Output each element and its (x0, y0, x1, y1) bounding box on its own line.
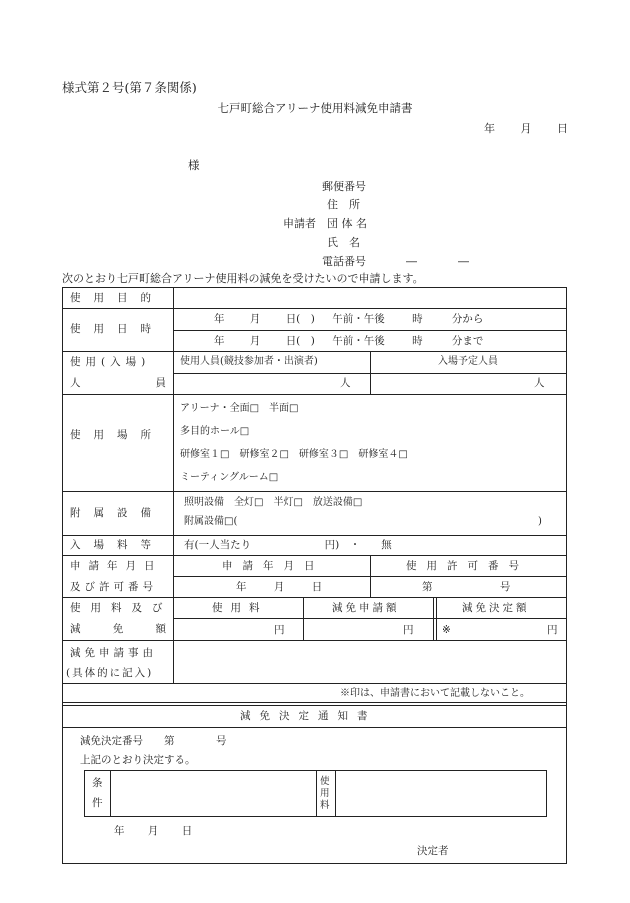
datetime-row-2 (214, 336, 483, 347)
decision-number-dai: 第 (164, 735, 175, 747)
dt1-min: 分から (451, 313, 484, 325)
name-label: 氏 名 (327, 236, 360, 249)
dt1-ampm: 午前・午後 (332, 313, 385, 325)
condition-label-1: 条 (92, 777, 103, 789)
attendance-label-2-b: 員 (155, 377, 166, 389)
place-arena: アリーナ・全面□ 半面□ (180, 403, 299, 414)
table-border-right (566, 287, 567, 705)
row-line-double-2 (62, 705, 567, 706)
appdate-label-2: 及び許可番号 (70, 581, 157, 593)
decision-number-go: 号 (216, 735, 227, 747)
addressee-suffix: 様 (188, 158, 200, 172)
table-border-left (62, 287, 63, 705)
document-title: 七戸町総合アリーナ使用料減免申請書 (217, 101, 413, 115)
row-line (62, 394, 567, 395)
date-day: 日 (557, 122, 568, 135)
row-line (62, 351, 567, 352)
row-line (62, 491, 567, 492)
col-line-fee-2b (436, 597, 437, 640)
condition-label-2: 件 (92, 797, 103, 809)
reduction-decision-mark: ※ (442, 624, 451, 636)
row-line (62, 597, 567, 598)
row-line (62, 683, 567, 684)
decision-date-month: 月 (147, 825, 159, 837)
dt1-hour: 時 (412, 313, 423, 325)
postal-code-label: 郵便番号 (322, 180, 366, 193)
col-line-fee-1 (303, 597, 304, 640)
usage-fee-v-1: 使 (320, 776, 330, 787)
address-label: 住 所 (327, 198, 360, 211)
intro-text: 次のとおり七戸町総合アリーナ使用料の減免を受けたいので申請します。 (62, 272, 424, 285)
reduction-decision-yen: 円 (547, 624, 558, 636)
equipment-close: ) (538, 516, 542, 527)
attendance-label-2-a: 人 (70, 377, 81, 389)
applicant-label: 申請者 (283, 217, 316, 230)
place-meeting: ミーティングルーム□ (180, 472, 279, 483)
appdate-header: 申請年月日 (222, 560, 325, 572)
reason-label-1: 減免申請事由 (70, 647, 157, 659)
label-column-divider (173, 287, 174, 683)
col-line-fee-2a (433, 597, 434, 640)
attendance-label-1: 使用(入場) (70, 356, 151, 368)
place-hall: 多目的ホール□ (180, 426, 250, 437)
reduction-request-yen: 円 (403, 624, 414, 636)
equipment-line-2: 附属設備□( (184, 516, 238, 527)
reduction-request-header: 減免申請額 (332, 602, 400, 614)
fee-label: 入場料等 (70, 539, 164, 551)
row-line (62, 555, 567, 556)
dt1-day: 日( ) (285, 313, 315, 325)
decided-text: 上記のとおり決定する。 (80, 754, 196, 766)
date-top (484, 123, 568, 134)
dt2-hour: 時 (412, 335, 423, 347)
decision-date (114, 826, 192, 837)
appdate-month: 月 (273, 581, 285, 593)
row-line (62, 640, 567, 641)
dt2-min: 分まで (451, 335, 484, 347)
decision-date-day: 日 (181, 825, 193, 837)
permit-go: 号 (499, 581, 511, 593)
usage-fee-label-2-c: 額 (155, 623, 166, 635)
date-year: 年 (484, 122, 495, 135)
fee-yen: 円 (274, 624, 285, 636)
appdate-value (236, 582, 322, 593)
usage-fee-label-2 (70, 624, 166, 635)
purpose-label-text: 使用目的 (70, 292, 164, 304)
decision-number-label: 減免決定番号 (80, 735, 143, 747)
decision-title-line (62, 727, 567, 728)
permit-dai: 第 (422, 581, 433, 593)
permit-value (422, 582, 510, 593)
expected-header: 入場予定人員 (438, 356, 498, 367)
decision-right-border (566, 705, 567, 864)
appdate-label-1: 申請年月日 (70, 560, 163, 572)
cond-box-div-1 (110, 770, 111, 817)
users-header: 使用人員(競技参加者・出演者) (180, 356, 318, 367)
col-line-attendance (370, 351, 371, 394)
usage-fee-label-1: 使用料及び (70, 602, 173, 614)
dt2-day: 日( ) (285, 335, 315, 347)
usage-fee-v-2: 用 (320, 788, 330, 799)
table-border-top (62, 287, 567, 288)
users-unit: 人 (340, 377, 351, 389)
decider-label: 決定者 (417, 845, 449, 857)
col-line-appdate (370, 555, 371, 597)
dt1-month: 月 (249, 313, 261, 325)
cond-box-div-3 (335, 770, 336, 817)
usage-fee-v-3: 料 (320, 800, 330, 811)
reduction-decision-header: 減免決定額 (462, 602, 530, 614)
usage-fee-label-2-a: 減 (70, 623, 81, 635)
purpose-label (70, 293, 166, 304)
date-month: 月 (520, 122, 532, 135)
row-line (173, 618, 567, 619)
decision-bottom-border (62, 863, 567, 864)
row-line (173, 330, 567, 331)
fee-col-header: 使用料 (212, 602, 268, 614)
appdate-year: 年 (236, 581, 247, 593)
phone-label: 電話番号 (322, 255, 366, 268)
row-line (62, 308, 567, 309)
dt2-ampm: 午前・午後 (332, 335, 385, 347)
phone-dash-1: ― (406, 255, 417, 268)
phone-dash-2: ― (458, 255, 469, 268)
dt2-year: 年 (214, 335, 225, 347)
decision-left-border (62, 705, 63, 864)
cond-box-right (546, 770, 547, 817)
decision-date-year: 年 (114, 825, 125, 837)
datetime-label: 使用日時 (70, 323, 164, 335)
cond-box-left (84, 770, 85, 817)
form-number: 様式第２号(第７条関係) (62, 80, 197, 95)
equipment-label: 附属設備 (70, 507, 164, 519)
usage-fee-label-2-b: 免 (112, 623, 124, 635)
fee-value: 有(一人当たり 円) ・ 無 (184, 539, 392, 551)
reason-label-2: (具体的に記入) (66, 667, 154, 679)
appdate-day: 日 (311, 581, 323, 593)
attendance-label-2 (70, 378, 166, 389)
dt2-month: 月 (249, 335, 261, 347)
equipment-line-1: 照明設備 全灯□ 半灯□ 放送設備□ (184, 497, 363, 508)
dt1-year: 年 (214, 313, 225, 325)
place-rooms: 研修室１□ 研修室２□ 研修室３□ 研修室４□ (180, 449, 408, 460)
group-name-label: 団 体 名 (327, 217, 367, 230)
cond-box-div-2 (316, 770, 317, 817)
permit-header: 使用許可番号 (406, 560, 529, 572)
expected-unit: 人 (534, 377, 545, 389)
datetime-row-1 (214, 314, 483, 325)
place-label: 使用場所 (70, 429, 164, 441)
row-line (62, 535, 567, 536)
note-text: ※印は、申請書において記載しないこと。 (340, 688, 530, 699)
row-line-double-1 (62, 702, 567, 703)
decision-title: 減免決定通知書 (240, 710, 377, 722)
